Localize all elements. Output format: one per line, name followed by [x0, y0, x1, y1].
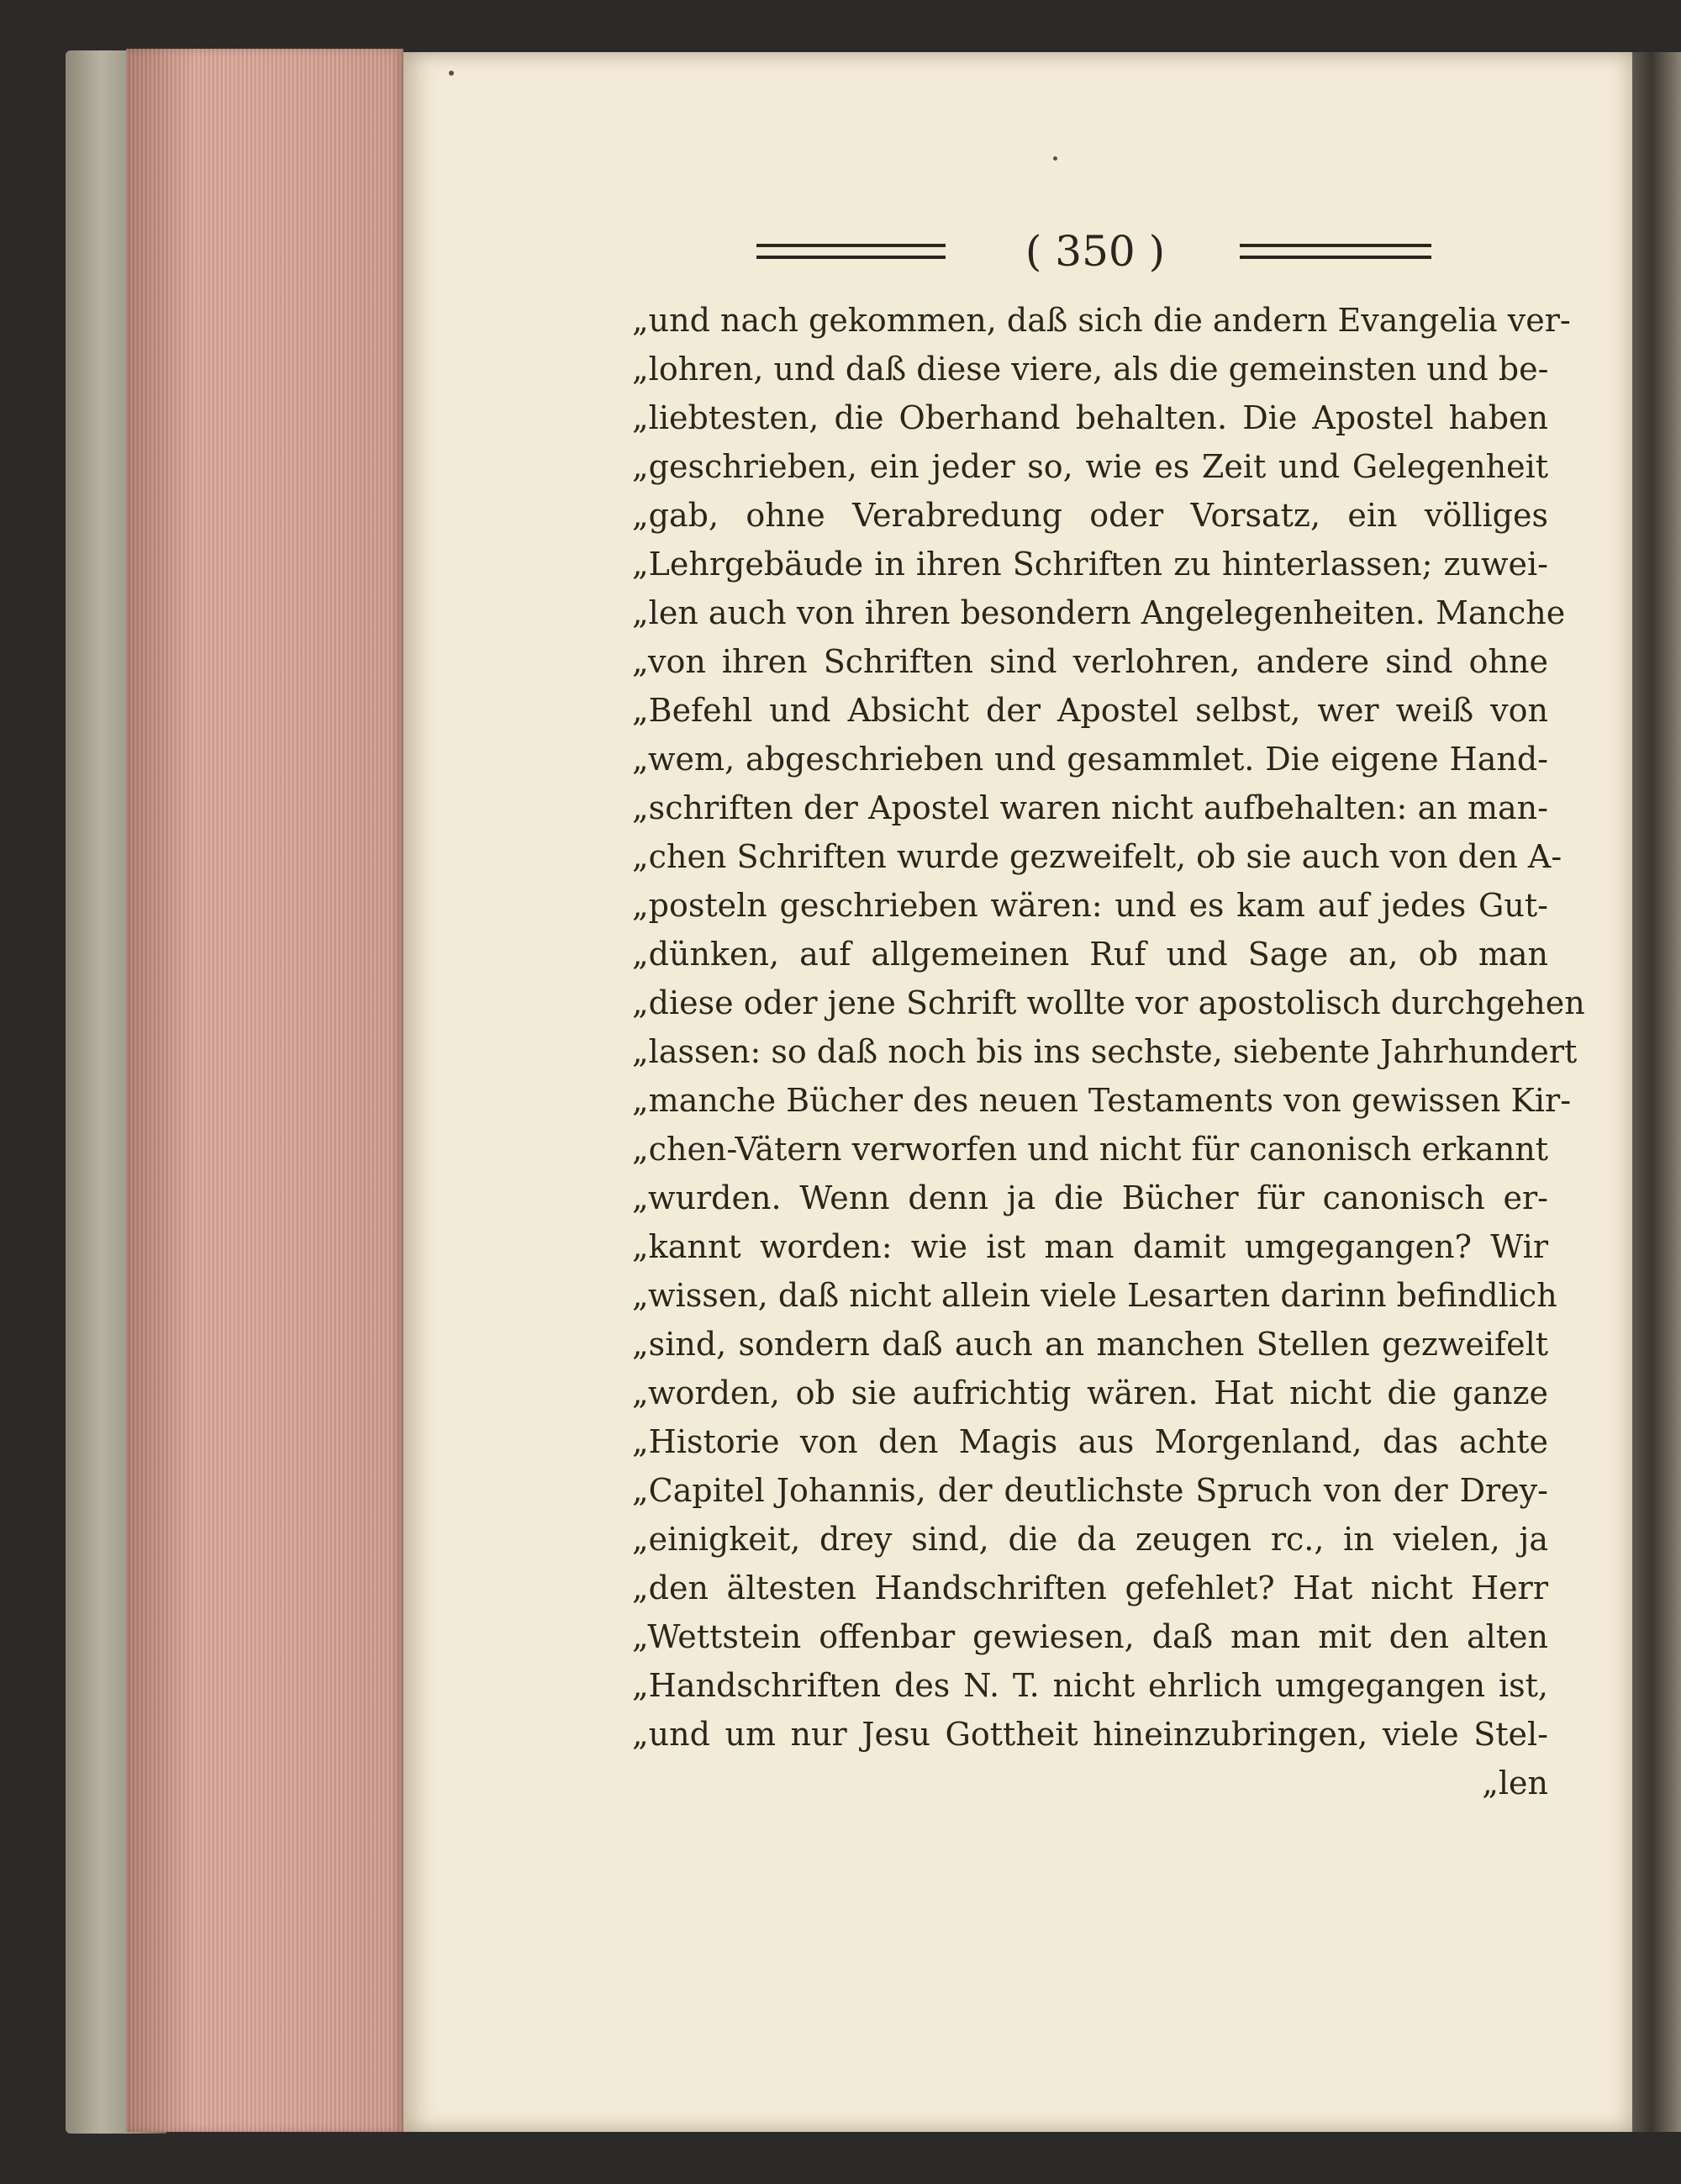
text-line: „wissen, daß nicht allein viele Lesarten darinn befindlich: [632, 1277, 1557, 1314]
header-rule-right: [1240, 244, 1431, 259]
text-line: „den ältesten Handschriften gefehlet? Hat nicht Herr: [632, 1569, 1548, 1606]
text-line: „und nach gekommen, daß sich die andern Evangelia ver-: [632, 302, 1571, 339]
text-line: „und um nur Jesu Gottheit hineinzubringen, viele Stel-: [632, 1716, 1548, 1753]
text-line: „von ihren Schriften sind verlohren, andere sind ohne: [632, 643, 1548, 680]
text-line: „Capitel Johannis, der deutlichste Spruch von der Drey-: [632, 1472, 1548, 1509]
text-line: „einigkeit, drey sind, die da zeugen rc., in vielen, ja: [632, 1521, 1548, 1558]
text-line: „worden, ob sie aufrichtig wären. Hat nicht die ganze: [632, 1374, 1548, 1411]
page-header: [756, 225, 1446, 284]
text-line: „chen-Vätern verworfen und nicht für canonisch erkannt: [632, 1131, 1549, 1168]
right-gutter: [1632, 52, 1681, 2132]
text-line: „chen Schriften wurde gezweifelt, ob sie auch von den A-: [632, 838, 1562, 875]
text-line: „kannt worden: wie ist man damit umgegangen? Wir: [632, 1228, 1548, 1265]
text-line: „lassen: so daß noch bis ins sechste, siebente Jahrhundert: [632, 1033, 1578, 1070]
text-line: „Historie von den Magis aus Morgenland, das achte: [632, 1423, 1548, 1460]
text-line: „manche Bücher des neuen Testaments von gewissen Kir-: [632, 1082, 1572, 1119]
text-line: „posteln geschrieben wären: und es kam auf jedes Gut-: [632, 887, 1548, 924]
text-line: „Lehrgebäude in ihren Schriften zu hinterlassen; zuwei-: [632, 546, 1548, 583]
header-rule-left: [756, 244, 946, 259]
text-line: „sind, sondern daß auch an manchen Stellen gezweifelt: [632, 1326, 1548, 1363]
ink-speck: [449, 71, 454, 76]
text-line: „geschrieben, ein jeder so, wie es Zeit und Gelegenheit: [632, 448, 1548, 485]
text-line: „diese oder jene Schrift wollte vor apostolisch durchgehen: [632, 984, 1585, 1021]
text-line: „Wettstein offenbar gewiesen, daß man mit den alten: [632, 1618, 1548, 1655]
text-line: „gab, ohne Verabredung oder Vorsatz, ein völliges: [632, 497, 1548, 534]
body-text: [632, 296, 1585, 1807]
text-line: „Handschriften des N. T. nicht ehrlich umgegangen ist,: [632, 1667, 1548, 1704]
text-line: „wurden. Wenn denn ja die Bücher für canonisch er-: [632, 1179, 1548, 1216]
text-line: „Befehl und Absicht der Apostel selbst, wer weiß von: [632, 692, 1548, 729]
ink-speck: [1053, 156, 1057, 161]
catchword: „len: [1482, 1765, 1548, 1802]
text-line: „schriften der Apostel waren nicht aufbehalten: an man-: [632, 789, 1548, 826]
text-line: „wem, abgeschrieben und gesammlet. Die eigene Hand-: [632, 741, 1548, 778]
text-line: „len auch von ihren besondern Angelegenheiten. Manche: [632, 594, 1566, 631]
text-line: „dünken, auf allgemeinen Ruf und Sage an, ob man: [632, 936, 1548, 973]
page-edges: [126, 49, 403, 2132]
text-line: „lohren, und daß diese viere, als die gemeinsten und be-: [632, 351, 1549, 388]
page-number: ( 350 ): [1025, 227, 1166, 276]
text-line: „liebtesten, die Oberhand behalten. Die Apostel haben: [632, 399, 1548, 436]
